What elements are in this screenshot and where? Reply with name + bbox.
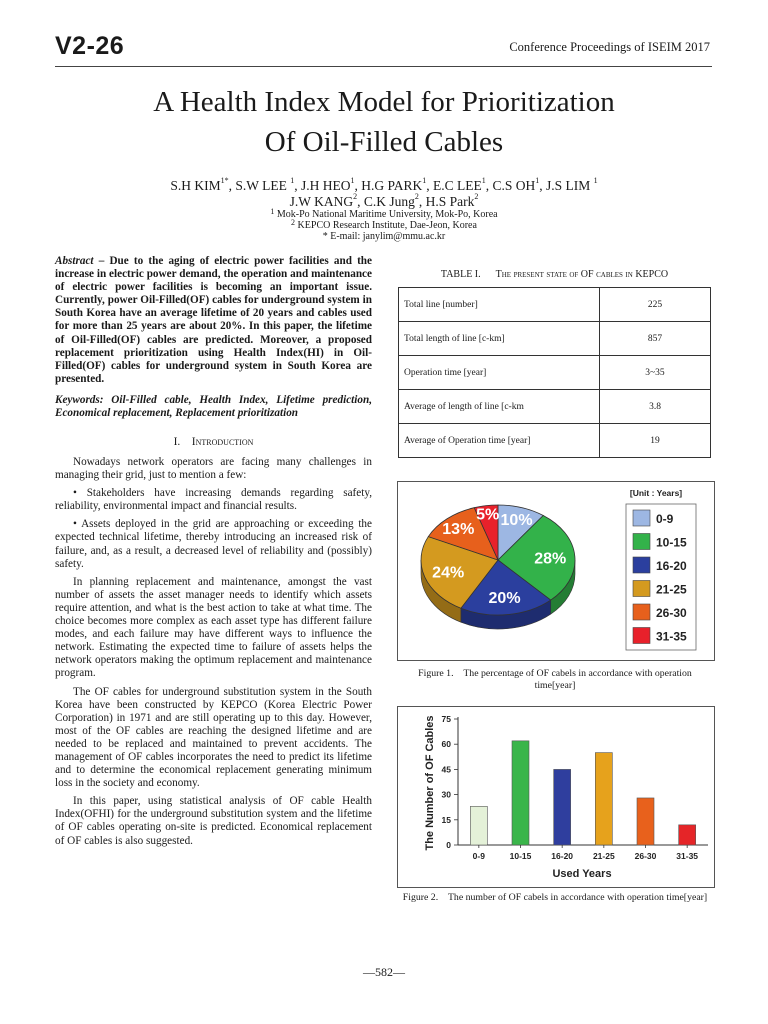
table-cell-label: Average of Operation time [year] xyxy=(399,424,600,458)
pie-unit-label: [Unit : Years] xyxy=(629,488,683,498)
pie-data-label: 20% xyxy=(488,590,521,608)
figure1-frame xyxy=(397,481,715,661)
table-cell-label: Total line [number] xyxy=(399,288,600,322)
bar-16-20 xyxy=(554,769,571,845)
section-heading: I. Introduction xyxy=(173,436,254,448)
table-cell-label: Total length of line [c-km] xyxy=(399,322,600,356)
figure1-caption: Figure 1. The percentage of OF cabels in accordance with operation time[year] xyxy=(418,668,692,691)
bar-y-tick-label: 75 xyxy=(441,714,451,724)
bar-y-axis-title: The Number of OF Cables xyxy=(424,715,436,851)
intro-paragraph: The OF cables for underground substitution system in the South Korea have been constructed by KEPCO (Korea Electric Power Corporation) in 1971 and are still operating up to this day. However, most of the OF cables are reaching the designed lifetime and are needed to be replaced and maintained to prevent accidents. The management of OF cables incorporates the need to predict its lifetime and to determine the economical replacement generating minimum loss in the society and economy. xyxy=(55,685,372,790)
abstract xyxy=(55,255,372,386)
table-row xyxy=(399,390,711,424)
bar-x-tick-label: 0-9 xyxy=(472,851,485,861)
bar-x-tick-label: 31-35 xyxy=(676,851,699,861)
pie-legend-label: 0-9 xyxy=(656,512,674,526)
paper-title-line2: Of Oil-Filled Cables xyxy=(264,126,504,158)
pie-data-label: 24% xyxy=(432,564,465,582)
intro-bullet: • Stakeholders have increasing demands regarding safety, reliability, environmental impact and financial results. xyxy=(55,487,372,513)
affiliation-2: $^2$ KEPCO Research Institute, Dae-Jeon, Korea xyxy=(291,218,477,231)
pie-data-label: 5% xyxy=(476,506,500,524)
table-row xyxy=(399,288,711,322)
bar-y-tick-label: 15 xyxy=(441,814,451,825)
pie-data-label: 13% xyxy=(442,520,475,538)
table-cell-label: Operation time [year] xyxy=(399,356,600,390)
table-cell-value: 19 xyxy=(600,424,711,458)
cable-state-table xyxy=(398,287,711,458)
table-row xyxy=(399,322,711,356)
pie-data-label: 28% xyxy=(534,550,567,568)
bar-26-30 xyxy=(637,798,654,845)
pie-legend-label: 16-20 xyxy=(656,559,687,573)
bar-x-tick-label: 21-25 xyxy=(592,851,615,861)
conference-name: Conference Proceedings of ISEIM 2017 xyxy=(509,40,710,54)
bar-y-tick-label: 45 xyxy=(441,764,451,775)
table-row xyxy=(399,356,711,390)
pie-legend-swatch xyxy=(633,628,650,644)
intro-paragraph: In planning replacement and maintenance, amongst the vast number of assets the asset manager needs to identify which assets require attention, and what is the best action to take at what time. The choice becomes more complex as each asset type has different failure modes, and each failure may have different ways to influence the network. Estimating the expected time to failure of assets helps the network operators making the optimum replacement and maintenance program. xyxy=(55,575,372,680)
bar-x-tick-label: 26-30 xyxy=(634,851,657,861)
page-number: —582— xyxy=(363,965,405,979)
intro-paragraph: Nowadays network operators are facing many challenges in managing their grid, just to mention a few: xyxy=(55,456,372,482)
abstract-body: – Due to the aging of electric power facilities and the increase in electric power demand, the operation and maintenance of electric power facilities is becoming an important issue. Currently, power Oil-Filled(OF) cables for underground system in South Korea have an average lifetime of 20 years and cables used for more than 25 years are about 20%. In this paper, the lifetime of Oil-Filled(OF) cables are predicted. Moreover, a proposed replacement prioritization using Health Index(HI) in Oil-Filled(OF) cables for underground system in South Korea are presented. xyxy=(55,255,372,385)
pie-legend-label: 10-15 xyxy=(656,535,687,550)
pie-data-label: 10% xyxy=(500,512,533,530)
abstract-lead: Abstract xyxy=(55,255,94,267)
pie-legend-swatch xyxy=(633,534,650,550)
affiliation-1: $^1$ Mok-Po National Maritime University, Mok-Po, Korea xyxy=(270,207,498,220)
intro-bullet: • Assets deployed in the grid are approaching or exceeding the expected technical lifetime, thereby introducing an increased risk of failure, and, as a result, a decreased level of reliability and (possibly) safety. xyxy=(55,518,372,570)
paper-title-line1: A Health Index Model for Prioritization xyxy=(153,86,615,118)
pie-chart xyxy=(398,482,714,660)
intro-paragraph: In this paper, using statistical analysis of OF cable Health Index(OFHI) for the underground substitution system and the lifetime of OF cables operating on-site is predicted. Economical replacement of OF cables is also suggested. xyxy=(55,795,372,847)
table-row xyxy=(399,424,711,458)
page-id: V2-26 xyxy=(55,32,125,60)
bar-x-tick-label: 10-15 xyxy=(509,851,532,861)
bar-y-tick-label: 0 xyxy=(446,840,451,850)
table-cell-value: 225 xyxy=(600,288,711,322)
authors-line1: S.H $KIM^{1*}$, S.W LEE $^1$, J.H HEO$^1$, H.G PARK$^1$, E.C LEE$^1$, C.S $OH^1$, J.S LIM $^1$ xyxy=(170,176,598,193)
bar-x-axis-title: Used Years xyxy=(552,868,612,880)
table-cell-value: 3.8 xyxy=(600,390,711,424)
bar-10-15 xyxy=(512,741,529,845)
bar-y-tick-label: 30 xyxy=(441,789,451,800)
bar-21-25 xyxy=(595,753,612,845)
pie-legend-swatch xyxy=(633,604,650,620)
pie-legend-label: 31-35 xyxy=(656,629,687,644)
pie-legend-swatch xyxy=(633,557,650,573)
bar-31-35 xyxy=(679,825,696,845)
table-cell-label: Average of length of line [c-km xyxy=(399,390,600,424)
table-caption: TABLE I. The present state of OF cables in KEPCO xyxy=(440,269,669,280)
table-cell-value: 857 xyxy=(600,322,711,356)
bar-x-tick-label: 16-20 xyxy=(551,851,574,861)
keywords: Keywords: Oil-Filled cable, Health Index, Lifetime prediction, Economical replacement, Replacement prioritization xyxy=(55,394,372,420)
contact-email: * E-mail: janylim@mmu.ac.kr xyxy=(322,231,446,242)
bar-chart xyxy=(398,707,714,887)
figure2-frame xyxy=(397,706,715,888)
pie-legend-label: 21-25 xyxy=(656,582,687,597)
pie-legend-swatch xyxy=(633,510,650,526)
pie-legend-label: 26-30 xyxy=(656,606,687,620)
intro-text xyxy=(55,456,372,848)
bar-y-tick-label: 60 xyxy=(441,739,451,750)
table-cell-value: 3~35 xyxy=(600,356,711,390)
header-rule xyxy=(55,66,712,67)
authors-line2: J.W KANG$^2$, C.K Jung$^2$, H.S Park$^2$ xyxy=(289,192,479,209)
pie-legend-swatch xyxy=(633,581,650,597)
figure2-caption: Figure 2. The number of OF cabels in accordance with operation time[year] xyxy=(402,892,708,903)
bar-0-9 xyxy=(470,806,487,845)
